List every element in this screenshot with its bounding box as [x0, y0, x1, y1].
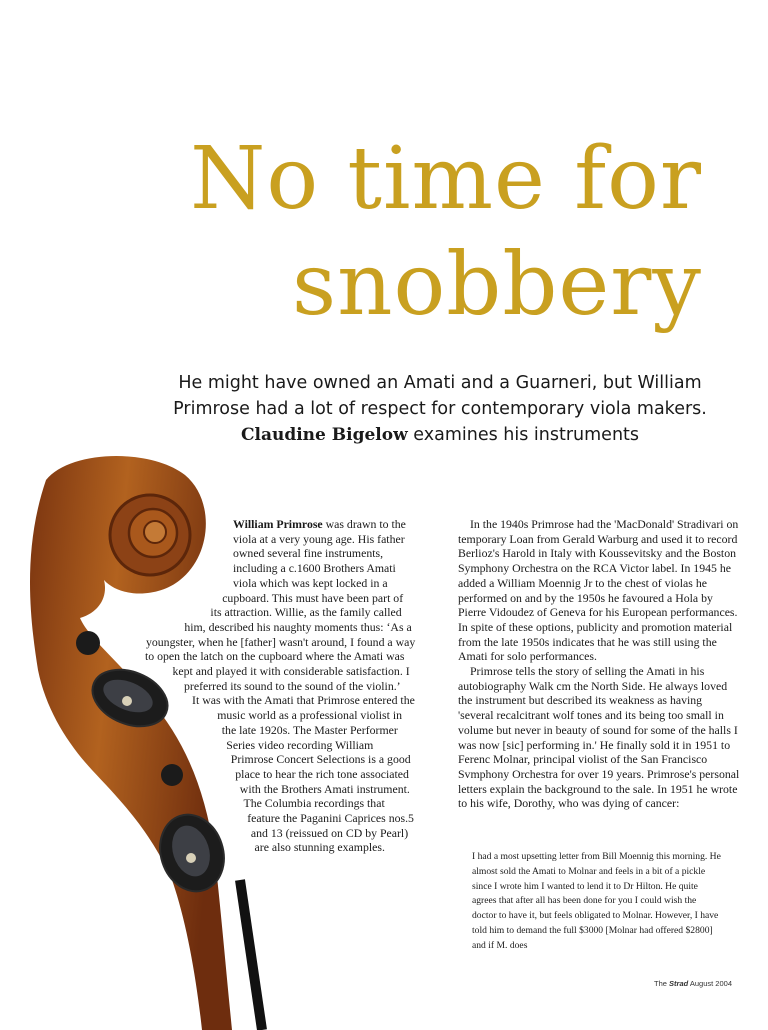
standfirst-tail: examines his instruments	[413, 425, 640, 445]
page-footer	[654, 979, 732, 988]
letter-quote: I had a most upsetting letter from Bill Moennig this morning. He almost sold the Amati to Molnar and feels in a bit of a pickle since I wrote him I wanted to lend it to Dr Hilton. He quite agrees that after all has been done for you I could wish the doctor to have it, but feels obligated to Molnar. However, I have told him to demand the full $3000 [Molnar had offered $2800] and if M. does	[472, 851, 721, 951]
issue-date: August 2004	[689, 979, 732, 988]
column-1-paragraph-2: It was with the Amati that Primrose entered the music world as a professional violist in the late 1920s. The Master Performer Series video recording William Primrose Concert Selections is a good place to hear the rich tone associated with the Brothers Amati instrument. The Columbia recordings that feature the Paganini Caprices nos.5 and 13 (reissued on CD by Pearl) are also stunning examples.	[192, 693, 415, 855]
magazine-name: Strad	[669, 979, 689, 988]
title-line-2: snobbery	[292, 235, 702, 335]
column-2-paragraph-2: Primrose tells the story of selling the Amati in his autobiography Walk cm the North Side. He always loved the instrument but described its weakness as having 'several recalcitrant wolf tones and its being too small in volume but never in beauty of sound for some of the halls I was now [sic] performing in.' He finally sold it in 1951 to Ferenc Molnar, principal violist of the San Francisco Svmphony Orchestra for over 19 years. Primrose's personal letters explain the background to the sale. In 1951 he wrote to his wife, Dorothy, who was dying of cancer:	[458, 664, 740, 811]
standfirst-text: He might have owned an Amati and a Guarneri, but William Primrose had a lot of respect for contemporary viola makers.	[173, 373, 707, 419]
peg-hole-1	[76, 631, 100, 655]
standfirst	[170, 370, 710, 448]
footer-prefix: The	[654, 979, 667, 988]
title-line-1: No time for	[190, 129, 702, 229]
article-title	[190, 126, 702, 338]
column-1-paragraph-1-text: was drawn to the viola at a very young age. His father owned several fine instruments, including a c.1600 Brothers Amati viola which was kept locked in a cupboard. This must have been part of its attraction. Willie, as the family called him, described his naughty moments thus: ‘As a youngster, when he [father] wasn't around, I found a way to open the latch on the cupboard where the Amati was kept and played it with considerable satisfaction. I preferred its sound to the sound of the violin.’	[145, 517, 416, 693]
body-column-1	[145, 517, 417, 957]
lead-name: William Primrose	[233, 517, 323, 531]
peg-upper-pin	[122, 696, 132, 706]
body-column-2	[458, 517, 740, 811]
column-2-paragraph-1: In the 1940s Primrose had the 'MacDonald' Stradivari on temporary Loan from Gerald Warburg and used it to record Berlioz's Harold in Italy with Koussevitsky and the Boston Symphony Orchestra on the RCA Victor label. In 1945 he added a William Moennig Jr to the chest of violas he performed on and by the 1950s he favoured a Hola by Pierre Vidoudez of Geneva for his European performances. In spite of these options, publicity and promotion material from the late 1950s indicates that he was still using the Amati for solo performances.	[458, 517, 739, 664]
author-name: Claudine Bigelow	[240, 425, 408, 445]
